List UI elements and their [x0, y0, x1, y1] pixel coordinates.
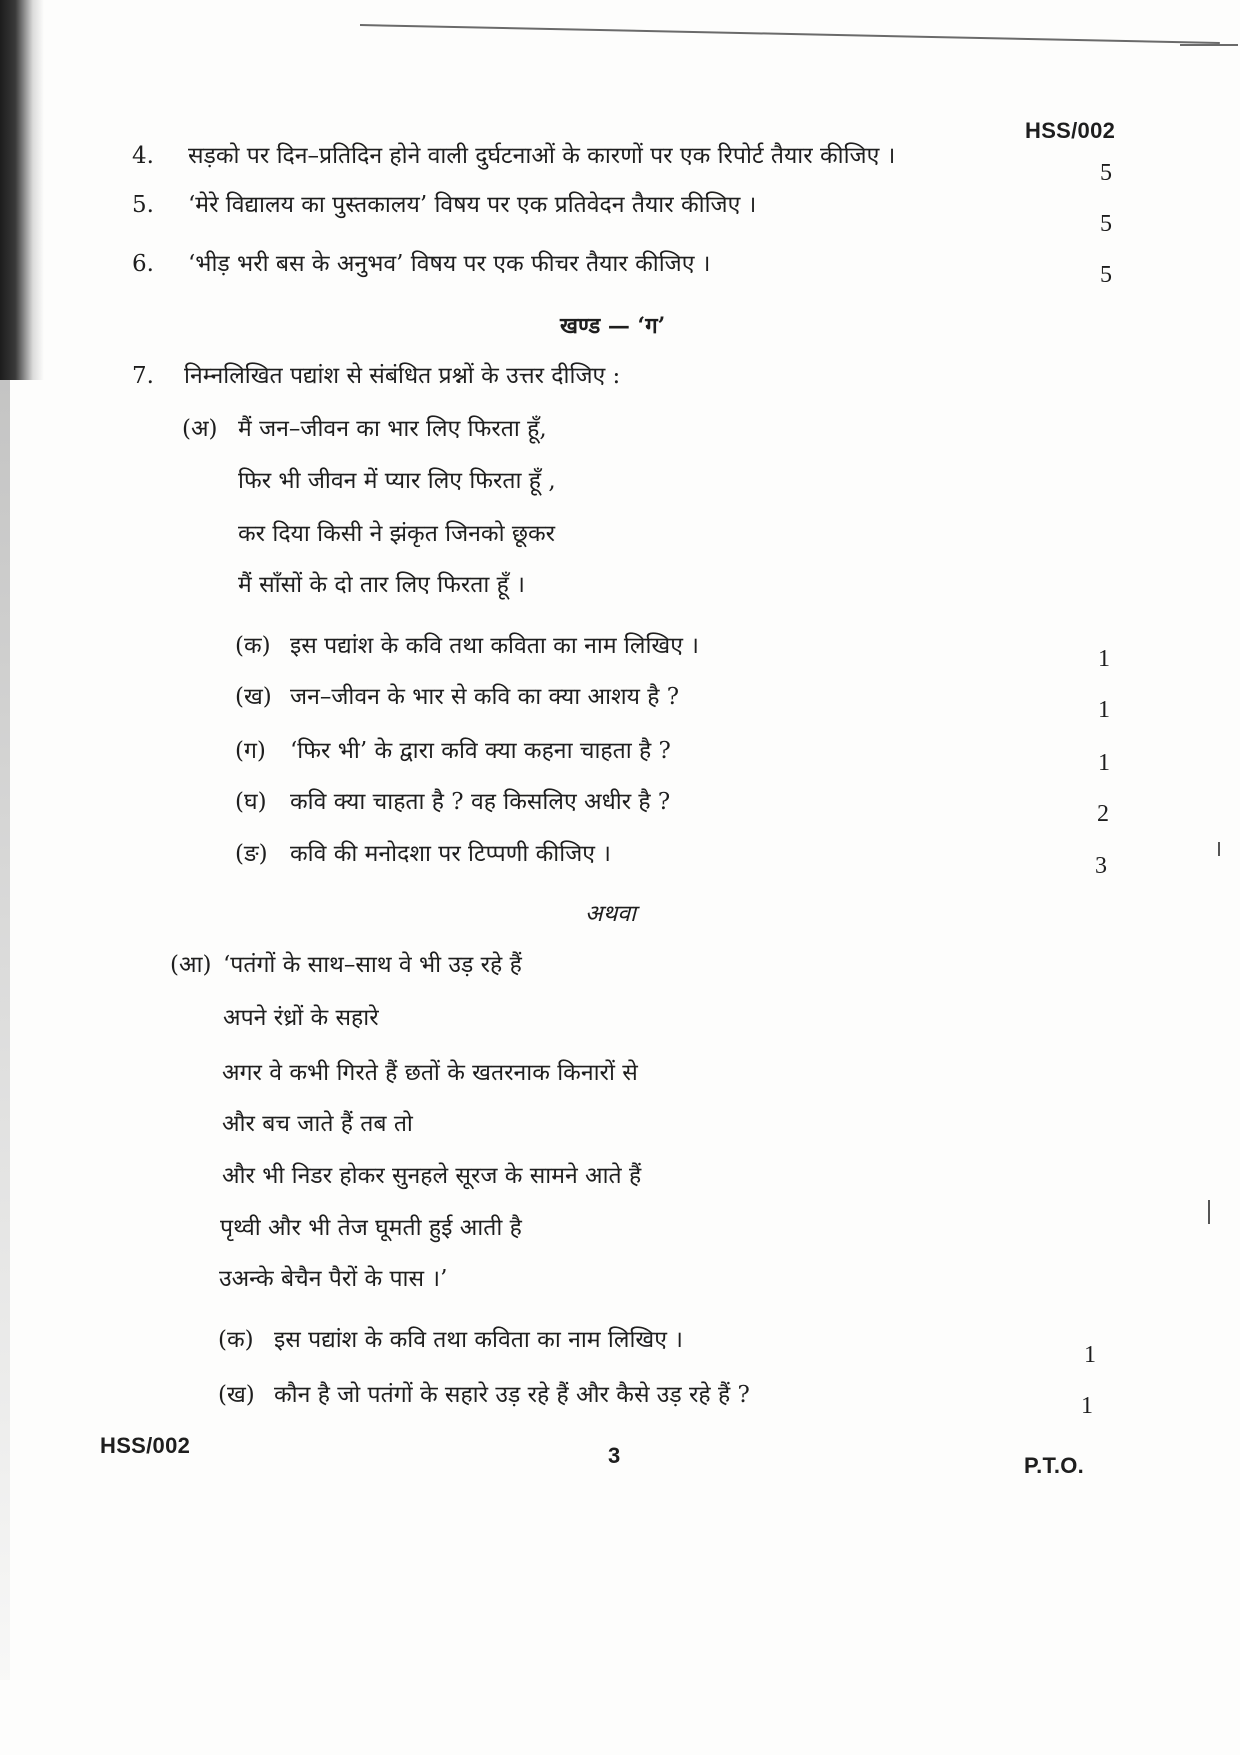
page-number: 3 [608, 1443, 621, 1468]
scan-top-line-right [1180, 44, 1238, 46]
question-text: ‘भीड़ भरी बस के अनुभव’ विषय पर एक फीचर तैयार कीजिए । [188, 251, 711, 277]
question-number: 4. [132, 143, 154, 169]
scan-edge-shadow [0, 0, 44, 380]
scan-tick-mark [1218, 842, 1220, 856]
poem-line: और भी निडर होकर सुनहले सूरज के सामने आते हैं [222, 1163, 642, 1189]
part-label: (अ) [182, 416, 218, 442]
question-number: 6. [132, 251, 154, 277]
poem-line: ‘पतंगों के साथ–साथ वे भी उड़ रहे हैं [223, 952, 522, 978]
subquestion-text: जन–जीवन के भार से कवि का क्या आशय है ? [290, 684, 680, 710]
poem-line: मैं साँसों के दो तार लिए फिरता हूँ । [238, 572, 525, 598]
subquestion-text: ‘फिर भी’ के द्वारा कवि क्या कहना चाहता है ? [290, 738, 671, 764]
question-marks: 5 [1100, 211, 1112, 237]
question-number: 5. [132, 192, 154, 218]
scan-tick-mark [1208, 1200, 1210, 1224]
subquestion-label: (क) [235, 633, 271, 659]
subquestion-label: (क) [218, 1327, 254, 1353]
poem-line: कर दिया किसी ने झंकृत जिनको छूकर [238, 521, 556, 547]
subquestion-marks: 1 [1098, 646, 1110, 672]
subquestion-marks: 1 [1098, 697, 1110, 723]
subquestion-marks: 1 [1098, 750, 1110, 776]
subquestion-text: कवि की मनोदशा पर टिप्पणी कीजिए । [290, 841, 612, 867]
please-turn-over: P.T.O. [1024, 1453, 1085, 1478]
subquestion-label: (ङ) [235, 841, 268, 867]
subquestion-marks: 2 [1097, 801, 1109, 827]
subquestion-label: (ख) [235, 684, 272, 710]
subquestion-marks: 1 [1081, 1393, 1093, 1419]
poem-line: उअन्के बेचैन पैरों के पास ।’ [219, 1266, 448, 1292]
subquestion-label: (ख) [218, 1382, 255, 1408]
subquestion-text: कवि क्या चाहता है ? वह किसलिए अधीर है ? [290, 789, 671, 815]
subquestion-label: (ग) [235, 738, 266, 764]
section-heading: खण्ड — ‘ग’ [560, 313, 666, 339]
footer-paper-code: HSS/002 [100, 1433, 191, 1458]
poem-line: अपने रंध्रों के सहारे [223, 1005, 379, 1031]
part-label: (आ) [170, 952, 212, 978]
question-instruction: निम्नलिखित पद्यांश से संबंधित प्रश्नों के उत्तर दीजिए : [184, 363, 621, 389]
poem-line: अगर वे कभी गिरते हैं छतों के खतरनाक किनारों से [222, 1060, 638, 1086]
or-divider: अथवा [585, 901, 637, 927]
subquestion-label: (घ) [235, 789, 267, 815]
subquestion-text: इस पद्यांश के कवि तथा कविता का नाम लिखिए । [290, 633, 699, 659]
subquestion-marks: 1 [1084, 1342, 1096, 1368]
subquestion-text: कौन है जो पतंगों के सहारे उड़ रहे हैं और कैसे उड़ रहे हैं ? [274, 1382, 750, 1408]
question-marks: 5 [1100, 160, 1112, 186]
scan-edge-faint [0, 380, 10, 1680]
question-text: ‘मेरे विद्यालय का पुस्तकालय’ विषय पर एक प्रतिवेदन तैयार कीजिए । [188, 192, 757, 218]
subquestion-marks: 3 [1095, 853, 1107, 879]
poem-line: पृथ्वी और भी तेज घूमती हुई आती है [220, 1215, 522, 1241]
scan-top-line [360, 24, 1220, 44]
subquestion-text: इस पद्यांश के कवि तथा कविता का नाम लिखिए । [274, 1327, 683, 1353]
question-number: 7. [132, 363, 154, 389]
poem-line: मैं जन–जीवन का भार लिए फिरता हूँ, [238, 416, 547, 442]
question-marks: 5 [1100, 262, 1112, 288]
header-paper-code: HSS/002 [1025, 118, 1116, 143]
poem-line: फिर भी जीवन में प्यार लिए फिरता हूँ , [238, 468, 556, 494]
poem-line: और बच जाते हैं तब तो [222, 1111, 413, 1137]
question-text: सड़को पर दिन–प्रतिदिन होने वाली दुर्घटनाओं के कारणों पर एक रिपोर्ट तैयार कीजिए । [188, 143, 896, 169]
